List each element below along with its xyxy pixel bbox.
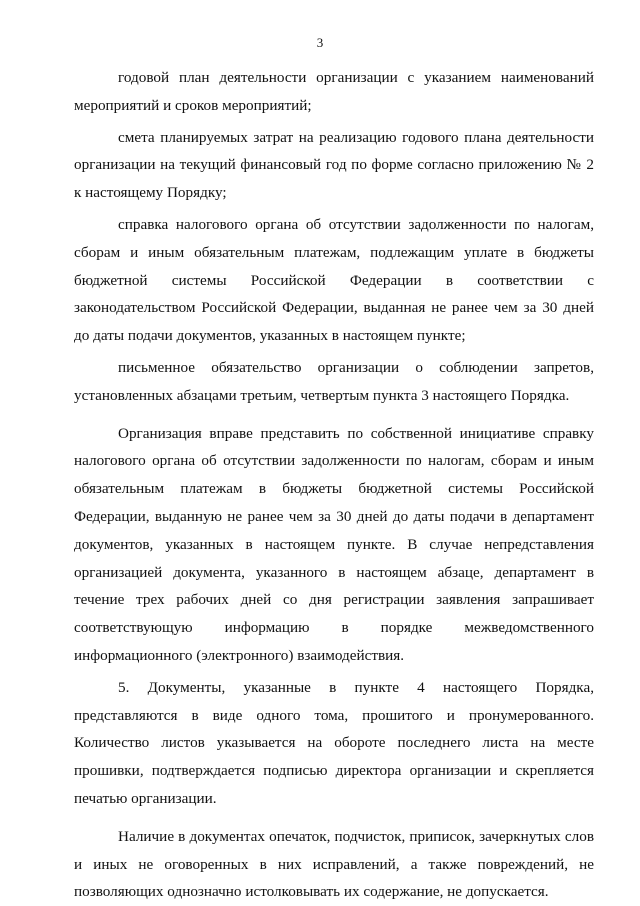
paragraph-annual-plan: годовой план деятельности организации с указанием наименований мероприятий и сроков мероприятий;: [74, 69, 594, 114]
paragraph-item-5: 5. Документы, указанные в пункте 4 настоящего Порядка, представляются в виде одного тома, прошитого и пронумерованного. Количество листов указывается на обороте последнего листа на месте прошивки, подтверждается подписью директора организации и скрепляется печатью организации.: [74, 678, 594, 807]
page-number: 3: [316, 35, 324, 50]
paragraph-tax-certificate: справка налогового органа об отсутствии задолженности по налогам, сборам и иным обязательным платежам, подлежащим уплате в бюджеты бюджетной системы Российской Федерации в соответствии с законодательством Российской Федерации, выданная не ранее чем за 30 дней до даты подачи документов, указанных в настоящем пункте;: [74, 215, 594, 345]
document-body: [74, 64, 594, 906]
paragraph-optional-certificate: Организация вправе представить по собственной инициативе справку налогового органа об отсутствии задолженности по налогам, сборам и иным обязательным платежам в бюджеты бюджетной системы Российской Федерации, выданную не ранее чем за 30 дней до даты подачи в департамент документов, указанных в настоящем пункте. В случае непредставления организацией документа, указанного в настоящем абзаце, департамент в течение трех рабочих дней со дня регистрации заявления запрашивает соответствующую информацию в порядке межведомственного информационного (электронного) взаимодействия.: [74, 424, 594, 664]
paragraph-written-obligation: письменное обязательство организации о соблюдении запретов, установленных абзацами третьим, четвертым пункта 3 настоящего Порядка.: [74, 358, 594, 404]
paragraph-cost-estimate: смета планируемых затрат на реализацию годового плана деятельности организации на текущий финансовый год по форме согласно приложению № 2 к настоящему Порядку;: [74, 128, 594, 202]
paragraph-corrections-rule: Наличие в документах опечаток, подчисток, приписок, зачеркнутых слов и иных не оговоренных в них исправлений, а также повреждений, не позволяющих однозначно истолковывать их содержание, не допускается.: [74, 827, 594, 901]
